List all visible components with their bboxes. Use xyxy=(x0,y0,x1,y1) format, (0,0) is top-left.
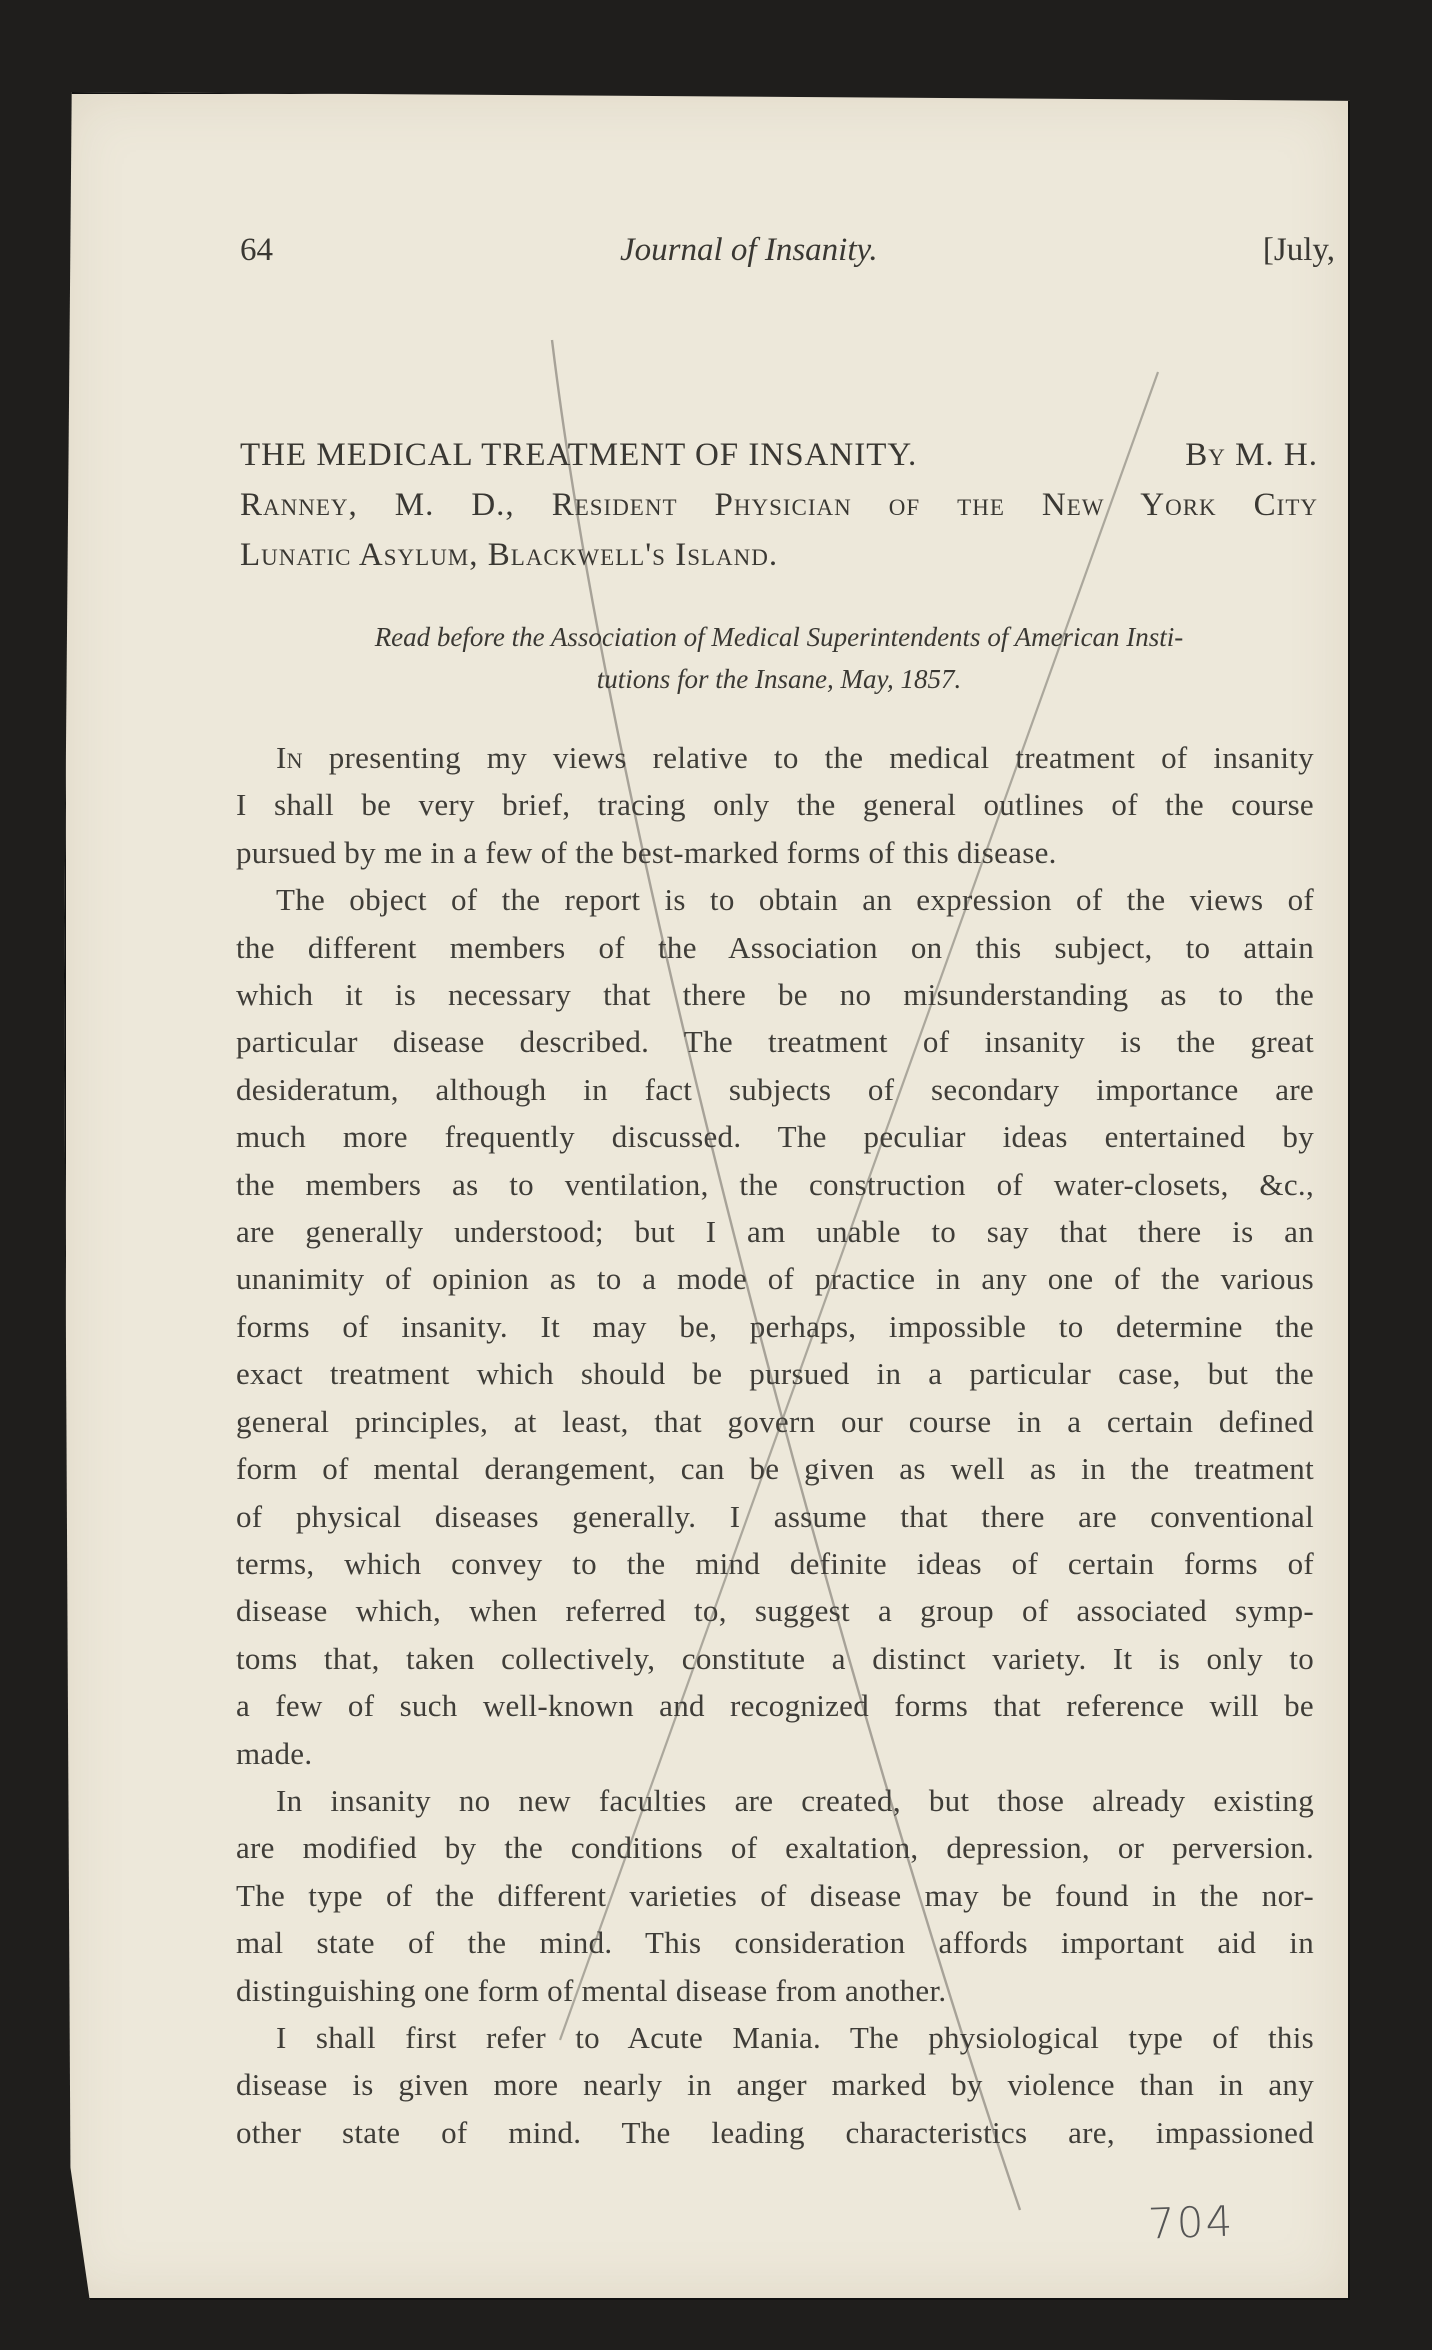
text-line xyxy=(236,734,1314,781)
article-body xyxy=(236,734,1314,2156)
text-line: unanimity of opinion as to a mode of practice in any one of the various xyxy=(236,1261,1314,1297)
text-line: are generally understood; but I am unable to say that there is an xyxy=(236,1214,1314,1250)
text-line: I shall be very brief, tracing only the general outlines of the course xyxy=(236,787,1314,823)
text-line: I shall first refer to Acute Mania. The physiological type of this xyxy=(276,2019,1314,2055)
text-line: particular disease described. The treatment of insanity is the great xyxy=(236,1024,1314,1060)
text-line: the different members of the Association on this subject, to attain xyxy=(236,929,1314,965)
text-line: distinguishing one form of mental disease from another. xyxy=(236,1972,947,2008)
read-note-line-1: Read before the Association of Medical Superintendents of American Insti- xyxy=(374,622,1184,652)
text-line: toms that, taken collectively, constitute a distinct variety. It is only to xyxy=(236,1640,1314,1676)
title-line-1 xyxy=(240,430,1318,480)
dropcap-word: In xyxy=(276,740,303,775)
text-line: The object of the report is to obtain an expression of the views of xyxy=(276,882,1314,918)
text-line: a few of such well-known and recognized forms that reference will be xyxy=(236,1688,1314,1724)
text-line: terms, which convey to the mind definite ideas of certain forms of xyxy=(236,1545,1314,1581)
text-line: disease is given more nearly in anger marked by violence than in any xyxy=(236,2067,1314,2103)
text-span: presenting my views relative to the medical treatment of insanity xyxy=(328,740,1314,775)
title-main: THE MEDICAL TREATMENT OF INSANITY. xyxy=(240,437,918,473)
read-note-line-2: tutions for the Insane, May, 1857. xyxy=(596,664,962,694)
read-note xyxy=(240,616,1318,700)
text-line: are modified by the conditions of exaltation, depression, or perversion. xyxy=(236,1830,1314,1866)
text-line: The type of the different varieties of disease may be found in the nor- xyxy=(236,1877,1314,1913)
text-line: much more frequently discussed. The peculiar ideas entertained by xyxy=(236,1119,1314,1155)
text-line: of physical diseases generally. I assume that there are conventional xyxy=(236,1498,1314,1534)
text-line: mal state of the mind. This consideration affords important aid in xyxy=(236,1925,1314,1961)
text-line: desideratum, although in fact subjects of secondary importance are xyxy=(236,1071,1314,1107)
issue-date: [July, xyxy=(1262,232,1335,268)
text-line: form of mental derangement, can be given as well as in the treatment xyxy=(236,1451,1314,1487)
page-number: 64 xyxy=(240,232,273,268)
article-title xyxy=(240,430,1318,580)
text-line: made. xyxy=(236,1735,313,1771)
text-line: disease which, when referred to, suggest a group of associated symp- xyxy=(236,1593,1314,1629)
text-line: In insanity no new faculties are created, but those already existing xyxy=(276,1782,1314,1818)
title-line-2: Ranney, M. D., Resident Physician of the New York City xyxy=(240,487,1318,523)
archive-number-stamp: 704 xyxy=(1147,2196,1236,2249)
title-byline-start: By M. H. xyxy=(1185,437,1318,473)
text-line: exact treatment which should be pursued in a particular case, but the xyxy=(236,1356,1314,1392)
text-line: other state of mind. The leading characteristics are, impassioned xyxy=(236,2114,1314,2150)
text-line: pursued by me in a few of the best-marked forms of this disease. xyxy=(236,834,1057,870)
text-line: forms of insanity. It may be, perhaps, impossible to determine the xyxy=(236,1308,1314,1344)
text-line: general principles, at least, that govern our course in a certain defined xyxy=(236,1403,1314,1439)
page-header xyxy=(240,232,1335,280)
title-line-3: Lunatic Asylum, Blackwell's Island. xyxy=(240,537,779,573)
text-line: which it is necessary that there be no misunderstanding as to the xyxy=(236,977,1314,1013)
text-line: the members as to ventilation, the construction of water-closets, &c., xyxy=(236,1166,1314,1202)
running-title: Journal of Insanity. xyxy=(620,232,878,268)
